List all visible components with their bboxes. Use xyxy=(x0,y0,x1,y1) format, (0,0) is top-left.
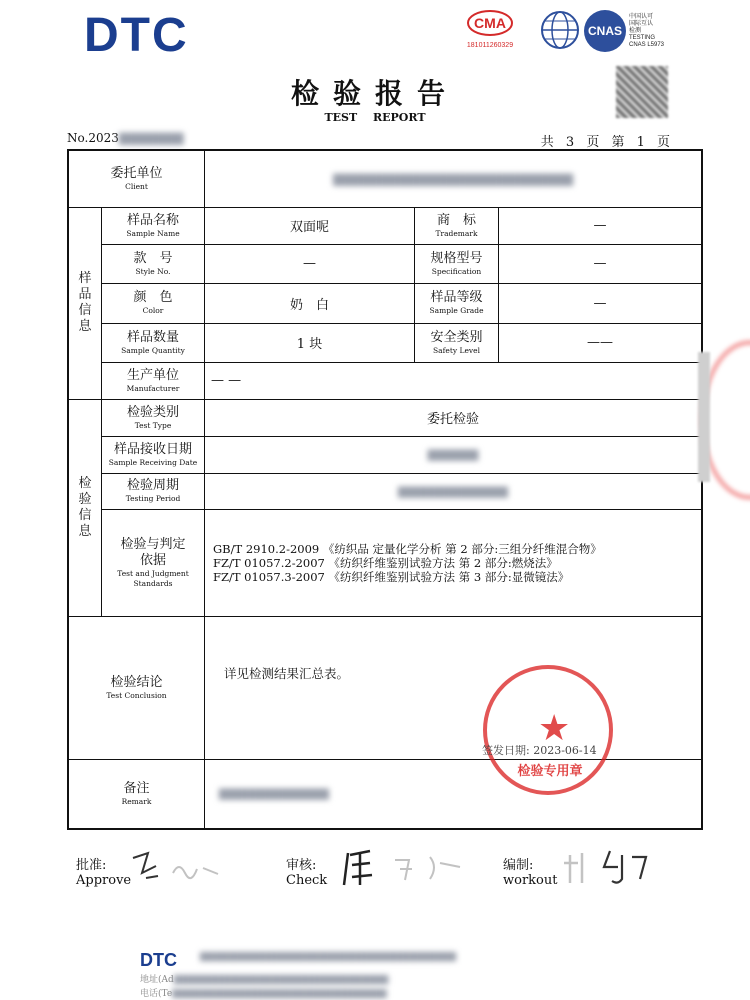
trademark-label xyxy=(415,207,498,244)
sample-name-value: 双面呢 xyxy=(289,220,329,235)
edge-mark xyxy=(698,352,710,482)
testing-period-value xyxy=(205,473,701,509)
label-cn: 生产单位 xyxy=(126,367,179,383)
label-en: Style No. xyxy=(135,266,171,276)
label-cn: 检验周期 xyxy=(126,478,179,493)
footer-address xyxy=(140,972,388,985)
group-char: 息 xyxy=(78,319,92,334)
label-en: Standards xyxy=(133,578,173,588)
approve-cn: 批准: xyxy=(76,858,107,873)
cma-number: 181011260329 xyxy=(466,42,514,49)
group-char: 检 xyxy=(78,475,92,491)
label-cn: 样品接收日期 xyxy=(113,441,192,457)
style-no-value: — xyxy=(303,256,316,271)
label-en: Test and Judgment xyxy=(117,568,189,578)
color-label xyxy=(102,283,204,323)
sample-name-label xyxy=(102,207,204,244)
report-number-redacted: ▇▇▇▇▇▇▇ xyxy=(118,131,184,145)
label-cn: 样品名称 xyxy=(126,212,179,228)
receiving-date-value xyxy=(205,436,701,473)
standards-label xyxy=(102,509,204,616)
page-info: 共 3 页 第 1 页 xyxy=(540,135,670,150)
label-en: Sample Quantity xyxy=(121,345,185,355)
cnas-line: 检测 xyxy=(629,27,642,34)
group-char: 信 xyxy=(78,303,92,318)
label-cn: 检验类别 xyxy=(126,404,179,420)
cnas-line: CNAS L5973 xyxy=(629,41,665,48)
conclusion-label xyxy=(69,616,204,759)
svg-text:CMA: CMA xyxy=(474,15,506,31)
check-signature xyxy=(340,845,480,894)
issue-date: 签发日期: 2023-06-14 xyxy=(482,744,597,757)
cnas-line: 中国认可 xyxy=(629,13,654,20)
label-en: Test Type xyxy=(134,420,172,430)
report-number-label: No.2023 xyxy=(67,131,119,145)
group-char: 样 xyxy=(78,271,92,286)
group-char: 息 xyxy=(78,523,92,539)
receiving-date-label xyxy=(102,436,204,473)
dtc-logo: DTC xyxy=(84,9,189,62)
footer-phone-label: 电话(Te xyxy=(140,989,173,999)
sample-info-group-label xyxy=(69,207,101,399)
label-en: Trademark xyxy=(435,228,478,238)
standard-line: FZ/T 01057.3-2007 《纺织纤维鉴别试验方法 第 3 部分:显微镜法》 xyxy=(213,569,570,584)
footer-redacted: ▇▇▇▇▇▇▇▇▇▇▇▇▇▇▇▇▇▇▇▇▇▇▇▇▇▇▇▇▇▇▇▇▇▇▇▇▇ xyxy=(200,952,457,962)
report-title-en: TEST REPORT xyxy=(324,111,426,124)
label-cn: 样品等级 xyxy=(430,290,483,305)
cnas-mark xyxy=(584,10,664,52)
workout-en: workout xyxy=(503,873,558,888)
client-label xyxy=(69,151,204,207)
color-value: 奶 白 xyxy=(289,297,329,313)
signature-graphic xyxy=(128,848,228,888)
standard-line: GB/T 2910.2-2009 《纺织品 定量化学分析 第 2 部分:三组分纤维混合物》 xyxy=(213,541,602,556)
seal-text: 检验专用章 xyxy=(517,764,583,779)
label-en: Test Conclusion xyxy=(106,690,167,700)
receiving-date-redacted: ▇▇▇▇▇▇ xyxy=(427,448,479,461)
group-char: 信 xyxy=(78,507,92,523)
label-cn: 备注 xyxy=(123,780,150,796)
test-info-group-label xyxy=(69,399,101,616)
group-char: 品 xyxy=(78,287,92,302)
signature-graphic xyxy=(560,845,660,890)
cma-icon xyxy=(465,8,515,38)
workout-cn: 编制: xyxy=(503,858,534,873)
label-en: Sample Grade xyxy=(429,306,484,315)
report-number xyxy=(67,131,183,145)
approve-signature xyxy=(128,848,228,895)
remark-redacted: ▇▇▇▇▇▇▇▇▇▇▇▇▇ xyxy=(219,787,329,800)
approve-en: Approve xyxy=(76,873,132,888)
style-no-label xyxy=(102,244,204,283)
client-value-redacted: ▇▇▇▇▇▇▇▇▇▇▇▇▇▇▇▇▇▇▇▇▇▇▇▇▇▇ xyxy=(333,172,573,186)
footer-address-label: 地址(Ad xyxy=(140,975,174,985)
ilac-globe-icon xyxy=(540,10,580,50)
footer-phone xyxy=(140,986,387,999)
label-en: Remark xyxy=(121,796,152,806)
label-en: Sample Receiving Date xyxy=(108,457,198,467)
test-type-value: 委托检验 xyxy=(426,412,479,427)
report-title: 检验报告 xyxy=(290,77,459,110)
safety-level-value: —— xyxy=(587,335,613,350)
conclusion-text: 详见检测结果汇总表。 xyxy=(224,666,350,681)
trademark-value: — xyxy=(593,218,607,233)
client-value xyxy=(205,151,701,207)
ilac-mark xyxy=(540,10,580,54)
footer-address-redacted: ▇▇▇▇▇▇▇▇▇▇▇▇▇▇▇▇▇▇▇▇▇▇▇▇▇▇▇▇▇▇▇ xyxy=(173,975,389,985)
sample-grade-label xyxy=(415,283,498,323)
cnas-line: TESTING xyxy=(629,34,656,41)
cma-mark xyxy=(462,8,518,56)
remark-label xyxy=(69,759,204,828)
specification-value: — xyxy=(593,256,607,271)
label-cn: 安全类别 xyxy=(430,329,483,345)
approve-label xyxy=(76,858,131,888)
label-en: Color xyxy=(142,306,164,315)
standards-value xyxy=(213,509,697,616)
seal-star-icon: ★ xyxy=(538,708,571,749)
sample-grade-value: — xyxy=(593,295,607,311)
group-char: 验 xyxy=(78,491,92,507)
manufacturer-value: — — xyxy=(211,373,242,388)
label-cn: 规格型号 xyxy=(430,250,483,266)
cnas-logo: CNAS xyxy=(584,10,626,52)
label-cn: 样品数量 xyxy=(126,329,179,345)
label-cn: 款 号 xyxy=(133,250,173,266)
workout-signature xyxy=(560,845,660,894)
manufacturer-label xyxy=(102,362,204,399)
sample-quantity-label xyxy=(102,323,204,362)
label-en: Manufacturer xyxy=(126,383,180,393)
sample-quantity-value: 1 块 xyxy=(296,337,323,352)
standard-line: FZ/T 01057.2-2007 《纺织纤维鉴别试验方法 第 2 部分:燃烧法》 xyxy=(213,555,558,570)
label-cn: 检验与判定 xyxy=(120,536,186,552)
label-cn: 颜 色 xyxy=(133,290,173,305)
cnas-line: 国际互认 xyxy=(629,20,654,27)
specification-label xyxy=(415,244,498,283)
label-cn: 检验结论 xyxy=(110,674,163,690)
label-en: Specification xyxy=(431,266,482,276)
safety-level-label xyxy=(415,323,498,362)
check-en: Check xyxy=(286,873,328,888)
qr-code xyxy=(616,66,668,118)
testing-period-redacted: ▇▇▇▇▇▇▇▇▇▇▇▇▇ xyxy=(398,484,508,498)
client-label-en: Client xyxy=(125,182,148,191)
check-cn: 审核: xyxy=(286,858,317,873)
check-label xyxy=(286,858,327,888)
label-en: Safety Level xyxy=(433,345,480,355)
footer-logo: DTC xyxy=(140,950,177,970)
label-en: Sample Name xyxy=(126,228,180,238)
testing-period-label xyxy=(102,473,204,509)
label-cn: 依据 xyxy=(139,552,166,568)
test-type-label xyxy=(102,399,204,436)
label-cn: 商 标 xyxy=(436,212,476,228)
client-label-cn: 委托单位 xyxy=(110,166,163,181)
footer-phone-redacted: ▇▇▇▇▇▇▇▇▇▇▇▇▇▇▇▇▇▇▇▇▇▇▇▇▇▇▇▇▇▇▇ xyxy=(172,989,387,999)
workout-label xyxy=(503,858,557,888)
remark-value xyxy=(219,759,329,828)
label-en: Testing Period xyxy=(125,494,181,503)
signature-graphic xyxy=(340,845,480,890)
